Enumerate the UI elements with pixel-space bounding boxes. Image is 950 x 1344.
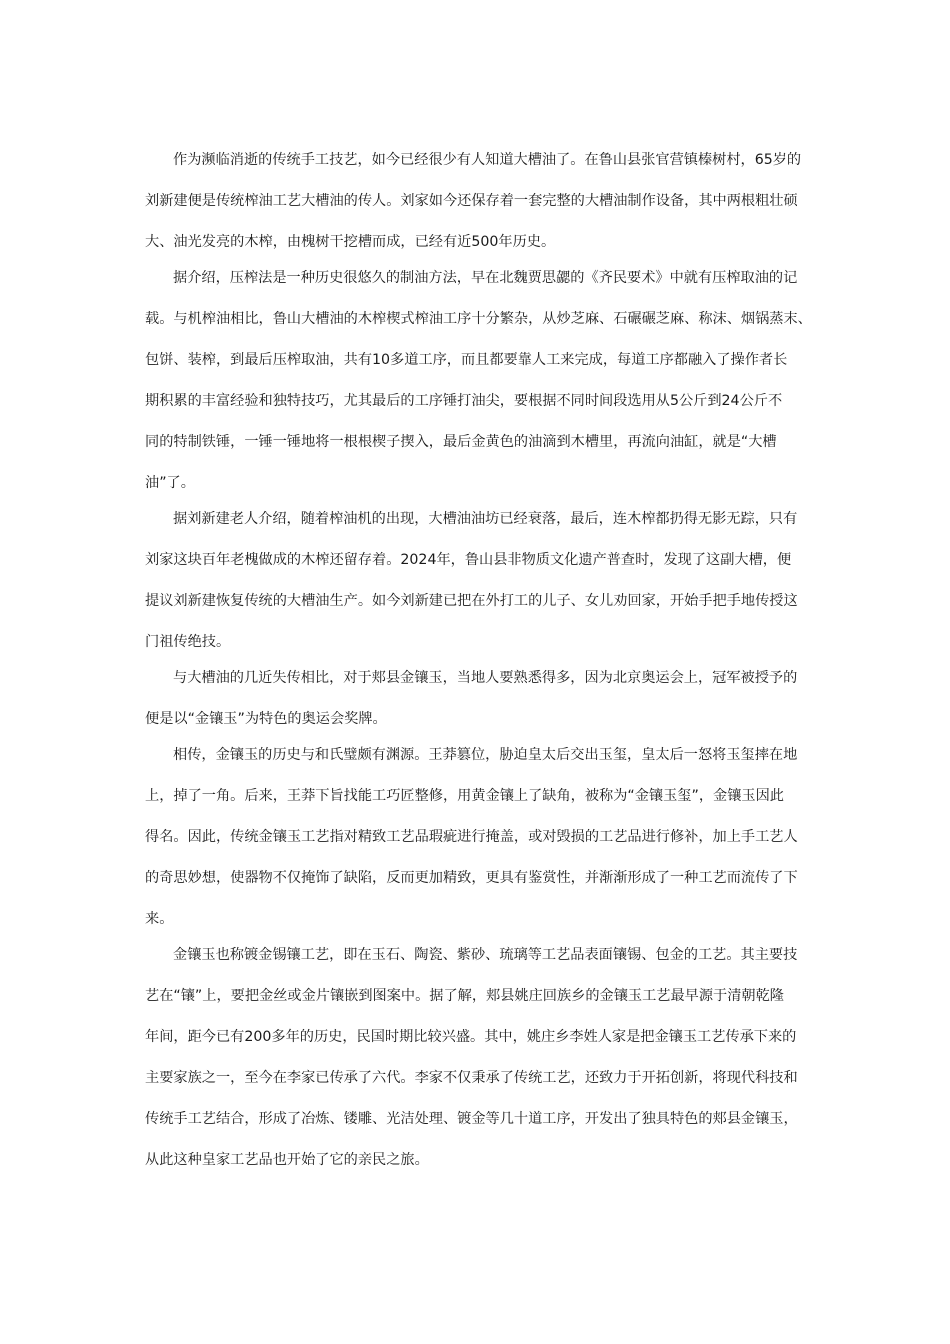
text-line: 与大槽油的几近失传相比，对于郏县金镶玉，当地人要熟悉得多，因为北京奥运会上，冠军被授予的 bbox=[173, 670, 798, 686]
text-line: 相传，金镶玉的历史与和氏璧颇有渊源。王莽篡位，胁迫皇太后交出玉玺，皇太后一怒将玉玺摔在地 bbox=[173, 747, 798, 763]
text-line: 提议刘新建恢复传统的大槽油生产。如今刘新建已把在外打工的儿子、女儿劝回家，开始手把手地传授这 bbox=[145, 593, 798, 609]
text-line: 从此这种皇家工艺品也开始了它的亲民之旅。 bbox=[145, 1152, 429, 1168]
text-line: 金镶玉也称镀金锡镶工艺，即在玉石、陶瓷、紫砂、琉璃等工艺品表面镶锡、包金的工艺。其主要技 bbox=[173, 947, 798, 963]
text-line: 刘新建便是传统榨油工艺大槽油的传人。刘家如今还保存着一套完整的大槽油制作设备，其中两根粗壮硕 bbox=[145, 193, 798, 209]
text-line: 油”了。 bbox=[145, 475, 195, 491]
text-line: 载。与机榨油相比，鲁山大槽油的木榨楔式榨油工序十分繁杂，从炒芝麻、石碾碾芝麻、称沫、烟锅蒸末、 bbox=[145, 311, 812, 327]
text-line: 据介绍，压榨法是一种历史很悠久的制油方法，早在北魏贾思勰的《齐民要术》中就有压榨取油的记 bbox=[173, 270, 798, 286]
text-line: 同的特制铁锤，一锤一锤地将一根根楔子揳入，最后金黄色的油滴到木槽里，再流向油缸，就是“大槽 bbox=[145, 434, 777, 450]
text-line: 便是以“金镶玉”为特色的奥运会奖牌。 bbox=[145, 711, 387, 727]
text-line: 上，掉了一角。后来，王莽下旨找能工巧匠整修，用黄金镶上了缺角，被称为“金镶玉玺”，金镶玉因此 bbox=[145, 788, 784, 804]
text-line: 作为濒临消逝的传统手工技艺，如今已经很少有人知道大槽油了。在鲁山县张官营镇榛树村，65岁的 bbox=[173, 152, 802, 168]
text-line: 来。 bbox=[145, 911, 174, 927]
text-line: 包饼、装榨，到最后压榨取油，共有10多道工序，而且都要靠人工来完成，每道工序都融入了操作者长 bbox=[145, 352, 788, 368]
text-line: 期积累的丰富经验和独特技巧，尤其最后的工序锤打油尖，要根据不同时间段选用从5公斤到24公斤不 bbox=[145, 393, 783, 409]
text-line: 据刘新建老人介绍，随着榨油机的出现，大槽油油坊已经衰落，最后，连木榨都扔得无影无踪，只有 bbox=[173, 511, 798, 527]
text-line: 刘家这块百年老槐做成的木榨还留存着。2024年，鲁山县非物质文化遗产普查时，发现了这副大槽，便 bbox=[145, 552, 792, 568]
text-line: 艺在“镶”上，要把金丝或金片镶嵌到图案中。据了解，郏县姚庄回族乡的金镶玉工艺最早源于清朝乾隆 bbox=[145, 988, 784, 1004]
text-line: 的奇思妙想，使器物不仅掩饰了缺陷，反而更加精致，更具有鉴赏性，并渐渐形成了一种工艺而流传了下 bbox=[145, 870, 798, 886]
text-line: 传统手工艺结合，形成了冶炼、镂雕、光洁处理、镀金等几十道工序，开发出了独具特色的郏县金镶玉， bbox=[145, 1111, 798, 1127]
text-line: 得名。因此，传统金镶玉工艺指对精致工艺品瑕疵进行掩盖，或对毁损的工艺品进行修补，加上手工艺人 bbox=[145, 829, 798, 845]
text-line: 门祖传绝技。 bbox=[145, 634, 231, 650]
text-line: 主要家族之一，至今在李家已传承了六代。李家不仅秉承了传统工艺，还致力于开拓创新，将现代科技和 bbox=[145, 1070, 798, 1086]
text-line: 年间，距今已有200多年的历史，民国时期比较兴盛。其中，姚庄乡李姓人家是把金镶玉工艺传承下来的 bbox=[145, 1029, 797, 1045]
text-line: 大、油光发亮的木榨，由槐树干挖槽而成，已经有近500年历史。 bbox=[145, 234, 556, 250]
